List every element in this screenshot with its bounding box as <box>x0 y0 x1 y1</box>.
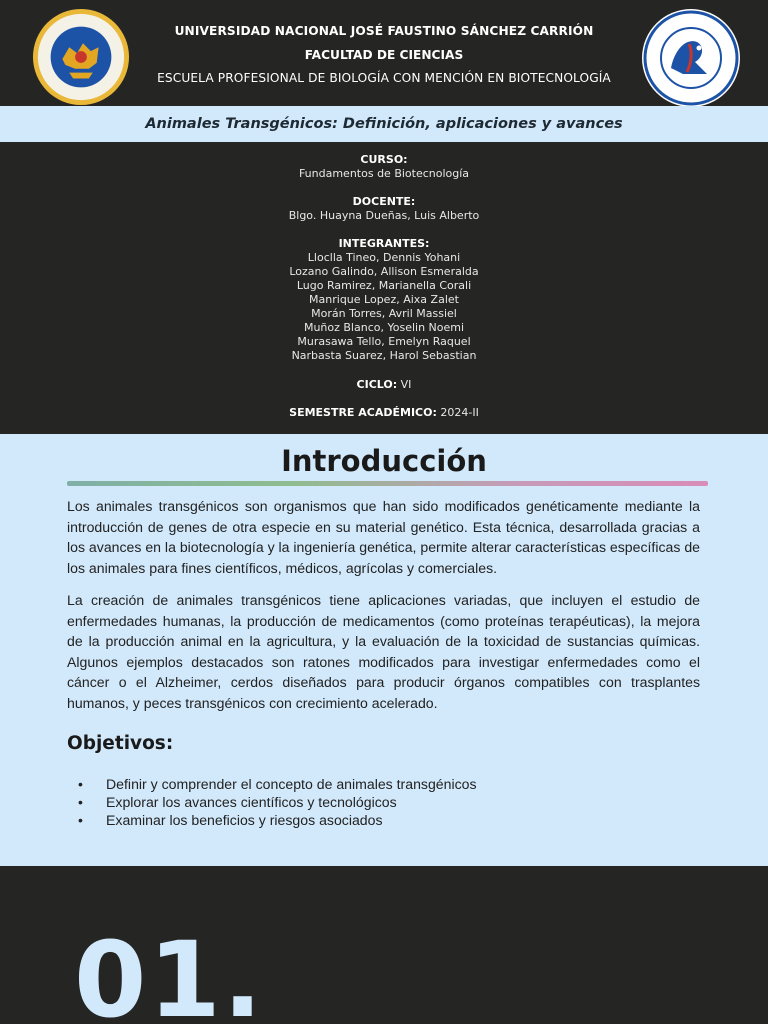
cycle-row <box>0 378 768 391</box>
member-item: Lozano Galindo, Allison Esmeralda <box>289 265 479 278</box>
semester-label: SEMESTRE ACADÉMICO: <box>289 406 437 419</box>
intro-section <box>0 434 768 866</box>
course-label: CURSO: <box>360 153 408 166</box>
intro-paragraph-1: Los animales transgénicos son organismos que han sido modificados genéticamente mediante la introducción de genes de otra especie en su material genético. Esta técnica, desarrollada gracias a los avances en la biotecnología y la ingeniería genética, permite alterar características específicas de los animales para fines científicos, médicos, agrícolas y comerciales. <box>67 498 701 576</box>
intro-heading: Introducción <box>281 444 487 478</box>
member-item: Narbasta Suarez, Harol Sebastian <box>291 349 477 362</box>
header <box>0 0 768 106</box>
teacher-value: Blgo. Huayna Dueñas, Luis Alberto <box>288 209 480 222</box>
member-item: Lloclla Tineo, Dennis Yohani <box>307 251 461 264</box>
university-name: UNIVERSIDAD NACIONAL JOSÉ FAUSTINO SÁNCHEZ CARRIÓN <box>174 24 594 38</box>
university-seal-logo <box>32 8 130 106</box>
school-name: ESCUELA PROFESIONAL DE BIOLOGÍA CON MENCIÓN EN BIOTECNOLOGÍA <box>157 71 611 85</box>
heading-divider <box>67 481 708 486</box>
cycle-value: VI <box>400 378 412 391</box>
objectives-heading: Objetivos: <box>67 733 174 754</box>
objective-item: • Explorar los avances científicos y tecnológicos <box>76 793 477 811</box>
intro-paragraph-2: La creación de animales transgénicos tiene aplicaciones variadas, que incluyen el estudio de enfermedades humanas, la producción de medicamentos (como proteínas terapéuticas), la mejora de la producción animal en la agricultura, y la evaluación de la toxicidad de sustancias químicas. Algunos ejemplos destacados son ratones modificados para investigar enfermedades como el cáncer o el Alzheimer, cerdos diseñados para producir órganos compatibles con trasplantes humanos, y peces transgénicos con crecimiento acelerado. <box>67 592 700 711</box>
document-title: Animales Transgénicos: Definición, aplicaciones y avances <box>145 116 623 132</box>
teacher-label: DOCENTE: <box>352 195 416 208</box>
member-item: Morán Torres, Avril Massiel <box>311 307 457 320</box>
objective-item: • Examinar los beneficios y riesgos asociados <box>76 811 477 829</box>
objective-item: • Definir y comprender el concepto de animales transgénicos <box>76 775 477 793</box>
biology-school-logo <box>641 8 741 108</box>
member-item: Muñoz Blanco, Yoselin Noemi <box>303 321 465 334</box>
section-number: 01. <box>74 919 265 1024</box>
cycle-label: CICLO: <box>356 378 398 391</box>
member-item: Murasawa Tello, Emelyn Raquel <box>297 335 471 348</box>
title-band <box>0 106 768 142</box>
semester-row <box>0 406 768 419</box>
semester-value: 2024-II <box>440 406 479 419</box>
course-value: Fundamentos de Biotecnología <box>298 167 470 180</box>
faculty-name: FACULTAD DE CIENCIAS <box>304 48 464 62</box>
member-item: Lugo Ramirez, Marianella Corali <box>296 279 472 292</box>
objectives-list <box>76 775 477 829</box>
info-block <box>0 142 768 434</box>
members-label: INTEGRANTES: <box>338 237 430 250</box>
member-item: Manrique Lopez, Aixa Zalet <box>309 293 459 306</box>
section-footer <box>0 866 768 1024</box>
